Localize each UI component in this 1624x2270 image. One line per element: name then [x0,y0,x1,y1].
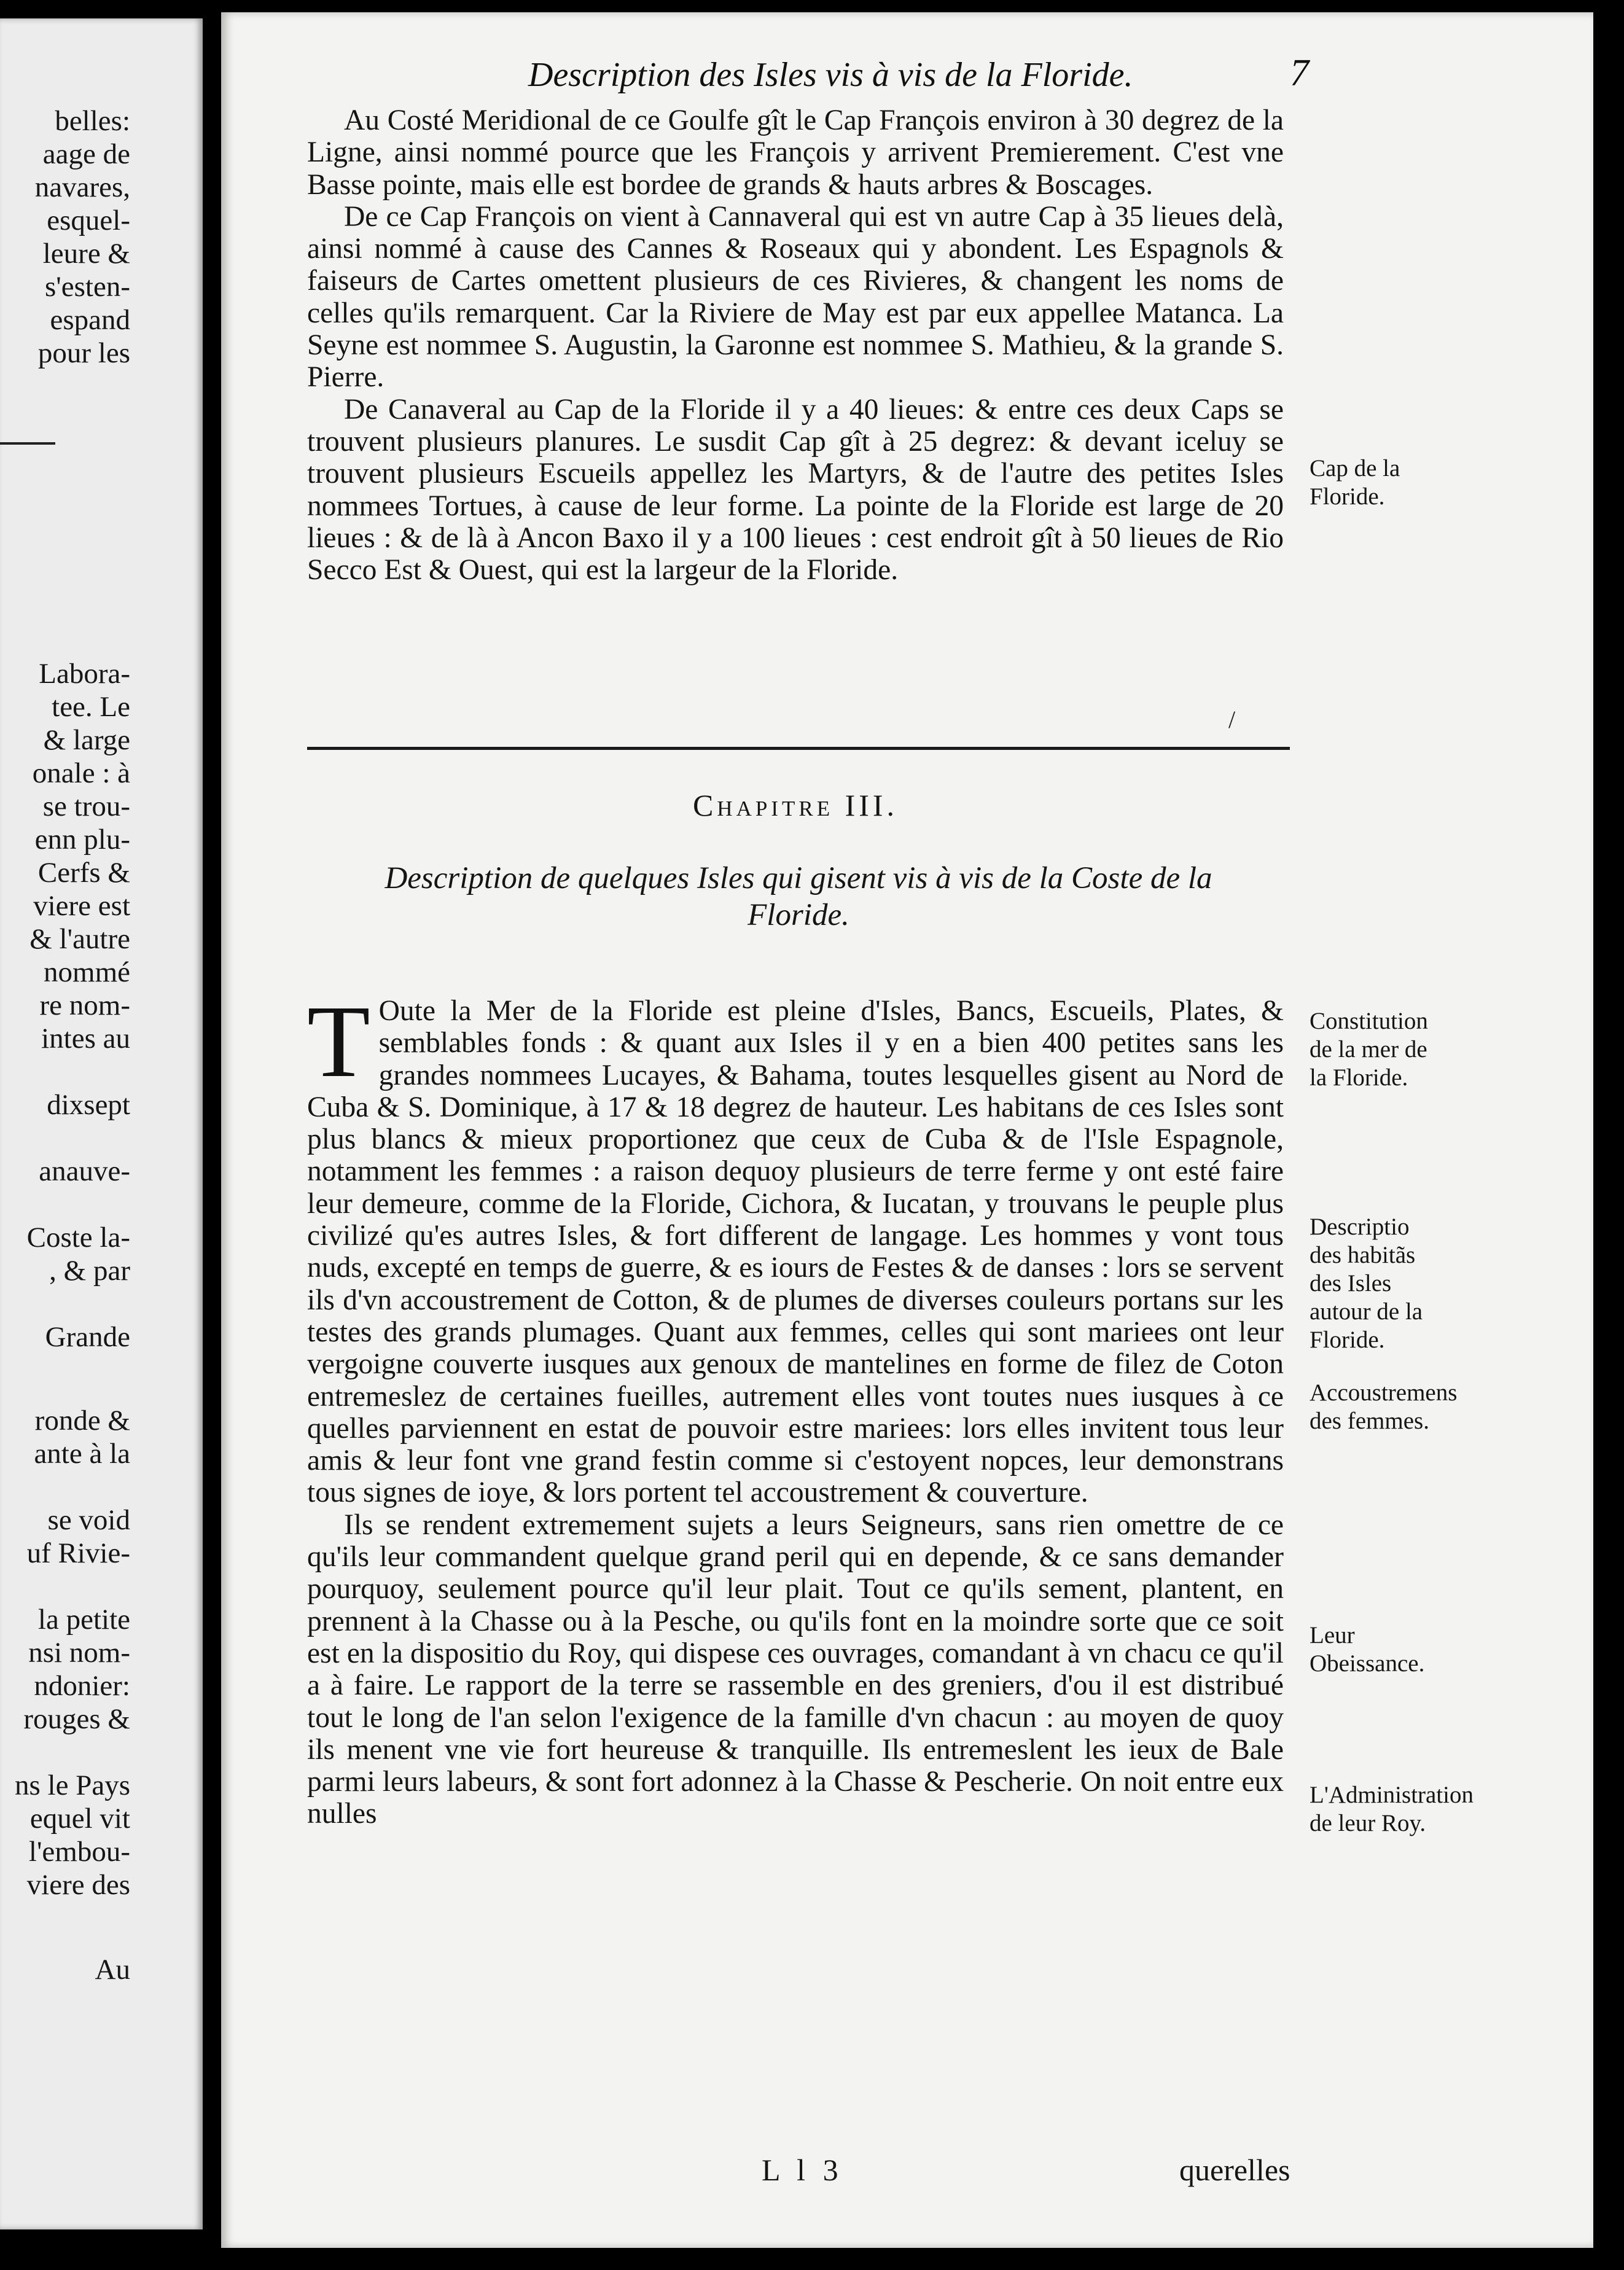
left-line: nsi nom- [28,1637,130,1669]
left-line: Cerfs & [37,857,130,889]
left-line: uf Rivie- [26,1537,130,1569]
left-line: Labora- [39,658,130,690]
left-line: pour les [37,337,130,369]
left-line: se trou- [42,790,130,822]
left-line: ndonier: [34,1670,130,1702]
drop-cap: T [307,985,370,1099]
left-line: viere des [26,1869,130,1901]
left-line: se void [47,1504,130,1536]
left-line: & large [43,724,130,756]
left-line: la petite [37,1604,130,1636]
sidenote: Leur Obeissance. [1310,1622,1425,1677]
left-line: Au [95,1954,130,1986]
left-line: belles: [55,105,130,137]
left-line: navares, [34,171,130,203]
left-line: esquel- [47,205,130,236]
section-rule [307,747,1290,750]
left-line: onale : à [32,757,130,789]
left-line: Coste la- [26,1222,130,1254]
left-line: ronde & [34,1405,130,1437]
left-line: nommé [44,956,130,988]
left-line: ns le Pays [15,1769,130,1801]
rule-mark: / [1228,706,1236,733]
left-line: enn plu- [34,824,130,856]
left-line: re nom- [39,989,130,1021]
paragraph: Ils se rendent extremement sujets a leurs Seigneurs, sans rien omettre de ce qu'ils leur commandent quelque grand peril qui en depende, & ce sans demander pourquoy, seulement pource qu'il leur plait. Tout ce qu'ils sement, plantent, en prennent à la Chasse ou à la Pesche, ou qu'ils font en la moindre sorte que ce soit est en la dispositio du Roy, qui dispese ces ouvrages, comandant à vn chacu ce qu'il a à faire. Le rapport de la terre se rassemble en des greniers, d'ou il est distribué tout le long de l'an selon l'exigence de la famille d'vn chacun : au moyen de quoy ils menent vne vie fort heureuse & tranquille. Ils entremeslent les ieux de Bale parmi leurs labeurs, & sont fort adonnez à la Chasse & Pescherie. On noit entre eux nulles [307,1508,1284,1830]
page-number: 7 [1290,52,1309,94]
page-header [221,52,1593,104]
sidenote: Accoustremens des femmes. [1310,1379,1458,1434]
left-line: anauve- [39,1155,130,1187]
chapter-title: Description de quelques Isles qui gisent vis à vis de la Coste de la Floride. [385,861,1212,932]
left-line: aage de [42,138,130,170]
left-line: Grande [45,1321,130,1353]
sidenote: L'Administration de leur Roy. [1310,1782,1474,1836]
left-line: , & par [49,1255,130,1287]
left-page-fragment [0,18,203,2229]
left-line: intes au [41,1023,130,1055]
left-line: tee. Le [52,691,130,723]
sidenote: Constitution de la mer de la Floride. [1310,1008,1428,1091]
left-line: espand [50,304,130,336]
text-block-bottom [307,985,1284,1830]
text-block-top [307,104,1284,586]
left-line: & l'autre [29,923,130,955]
signature-mark: L l 3 [762,2153,843,2187]
sidenote: Cap de la Floride. [1310,455,1400,510]
sidenote: Descriptio des habitãs des Isles autour de la Floride. [1310,1214,1423,1353]
left-rule [0,442,55,445]
left-line: l'embou- [28,1836,130,1868]
left-line: s'esten- [45,271,130,303]
paragraph-text: Oute la Mer de la Floride est pleine d'Isles, Bancs, Escueils, Plates, & semblables fonds : & quant aux Isles il y en a bien 400 petites sans les grandes nommees Lucayes, & Bahama, toutes lesquelles gisent au Nord de Cuba & S. Dominique, à 17 & 18 degrez de hauteur. Les habitans de ces Isles sont plus blancs & mieux proportionez que ceux de Cuba & de l'Isle Espagnole, notamment les femmes : a raison dequoy plusieurs de terre ferme y ont esté faire leur demeure, comme de la Floride, Cichora, & Iucatan, y trouvans le peuple plus civilizé qu'es autres Isles, & fort different de langage. Les hommes y vont tous nuds, excepté en temps de guerre, & es iours de Festes & de danses : lors se servent ils d'vn accoustrement de Cotton, & de plumes de diverses couleurs portans sur les testes des grands plumages. Quant aux femmes, celles qui sont mariees ont leur vergoigne couverte iusques aux genoux de mantelines en forme de filez de Coton entremeslez de certaines fueilles, autrement elles vont toutes nues iusques à ce quelles parviennent en estat de pouvoir estre mariees: lors elles invitent tous leur amis & leur font vne grand festin comme si c'estoyent nopces, leur demonstrans tous signes de ioye, & lors portent tel accoustrement & couverture. [307,995,1284,1509]
catchword: querelles [1179,2153,1290,2187]
paragraph: De Canaveral au Cap de la Floride il y a 40 lieues: & entre ces deux Caps se trouvent plusieurs planures. Le susdit Cap gît à 25 degrez: & devant iceluy se trouvent plusieurs Escueils appellez les Martyrs, & de l'autre des petites Isles nommees Tortues, à cause de leur forme. La pointe de la Floride est large de 20 lieues : & de là à Ancon Baxo il y a 100 lieues : cest endroit gît à 50 lieues de Rio Secco Est & Ouest, qui est la largeur de la Floride. [307,393,1284,587]
left-line: leure & [42,238,130,270]
book-page [221,12,1593,2248]
paragraph: De ce Cap François on vient à Cannaveral qui est vn autre Cap à 35 lieues delà, ainsi nommé à cause des Cannes & Roseaux qui y abondent. Les Espagnols & faiseurs de Cartes omettent plusieurs de ces Rivieres, & changent les noms de celles qu'ils remarquent. Car la Riviere de May est par eux appellee Matanca. La Seyne est nommee S. Augustin, la Garonne est nommee S. Mathieu, & la grande S. Pierre. [307,200,1284,394]
paragraph: Au Costé Meridional de ce Goulfe gît le Cap François environ à 30 degrez de la Ligne, ainsi nommé pource que les François y arrivent Premierement. C'est vne Basse pointe, mais elle est bordee de grands & hauts arbres & Boscages. [307,104,1284,201]
running-head: Description des Isles vis à vis de la Floride. [528,56,1133,94]
left-line: equel vit [29,1803,130,1835]
left-line: ante à la [34,1438,130,1470]
paragraph [307,985,1284,1509]
left-line: viere est [33,890,130,922]
left-line: dixsept [47,1089,130,1121]
left-line: rouges & [23,1703,130,1735]
chapter-heading: Chapitre III. [692,788,899,822]
